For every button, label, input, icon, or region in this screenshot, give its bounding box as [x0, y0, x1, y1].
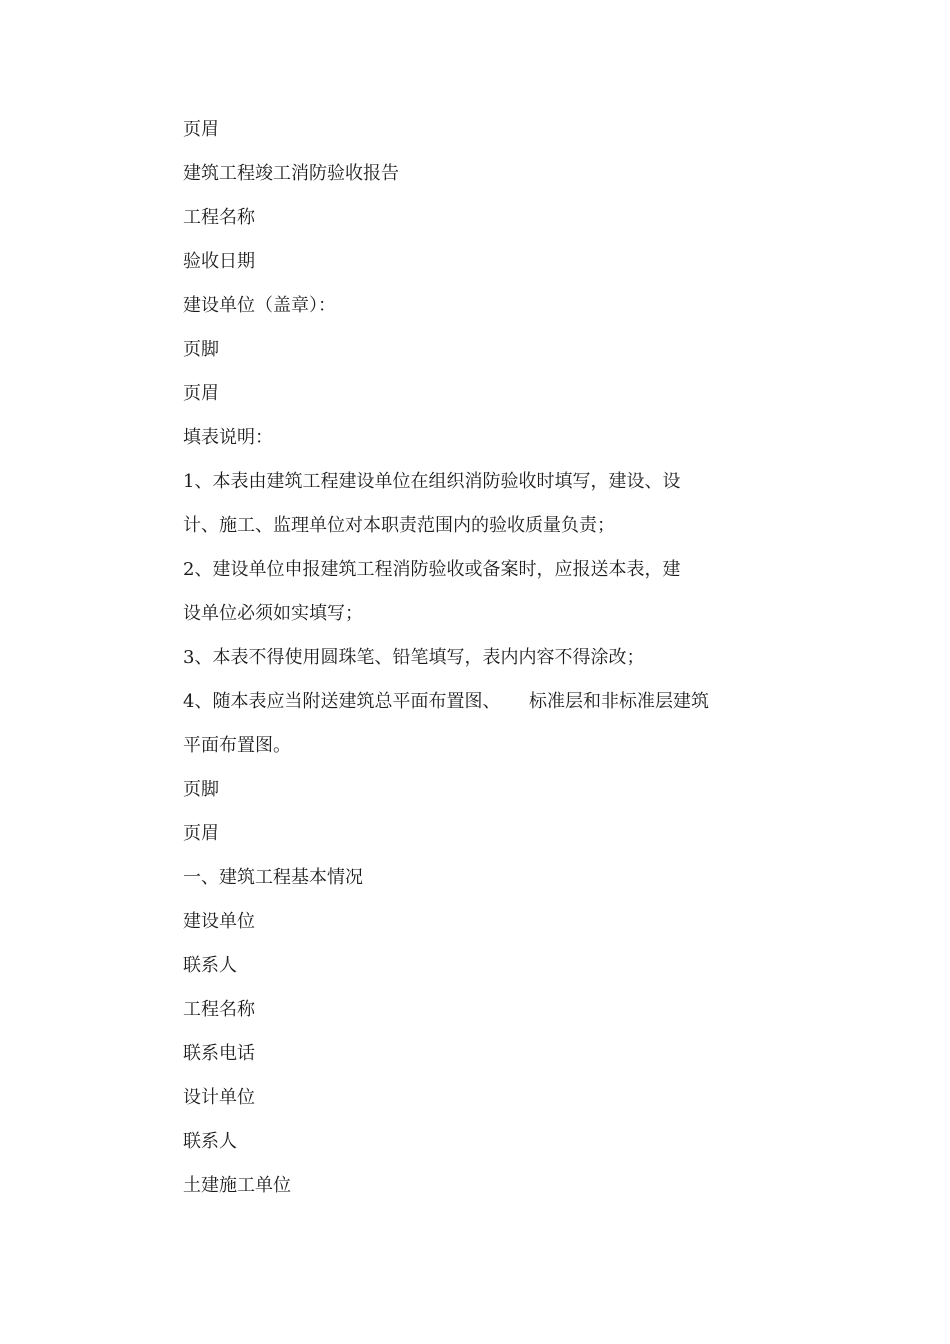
acceptance-date-label: 验收日期	[183, 251, 255, 272]
instruction-4-line-2: 平面布置图。	[183, 735, 291, 756]
footer-label: 页脚	[183, 339, 219, 360]
instruction-2-line-2: 设单位必须如实填写；	[183, 603, 363, 624]
construction-unit-label: 建设单位	[183, 911, 255, 932]
civil-construction-unit-label: 土建施工单位	[183, 1175, 291, 1196]
report-title: 建筑工程竣工消防验收报告	[183, 163, 399, 184]
project-name-label: 工程名称	[183, 999, 255, 1020]
construction-unit-seal-label: 建设单位（盖章）：	[183, 295, 336, 316]
header-label: 页眉	[183, 119, 219, 140]
instruction-1-line-2: 计、施工、监理单位对本职责范围内的验收质量负责；	[183, 515, 615, 536]
contact-person-label: 联系人	[183, 1131, 237, 1152]
project-name-label: 工程名称	[183, 207, 255, 228]
document-body	[183, 108, 783, 1208]
contact-phone-label: 联系电话	[183, 1043, 255, 1064]
instruction-2-line-1: 2、建设单位申报建筑工程消防验收或备案时，应报送本表，建	[183, 559, 681, 580]
contact-person-label: 联系人	[183, 955, 237, 976]
instructions-heading: 填表说明：	[183, 427, 273, 448]
instruction-4-line-1: 4、随本表应当附送建筑总平面布置图、 标准层和非标准层建筑	[183, 691, 710, 712]
design-unit-label: 设计单位	[183, 1087, 255, 1108]
instruction-3: 3、本表不得使用圆珠笔、铅笔填写，表内内容不得涂改；	[183, 647, 645, 668]
header-label: 页眉	[183, 823, 219, 844]
footer-label: 页脚	[183, 779, 219, 800]
section-1-heading: 一、建筑工程基本情况	[183, 867, 363, 888]
header-label: 页眉	[183, 383, 219, 404]
instruction-1-line-1: 1、本表由建筑工程建设单位在组织消防验收时填写，建设、设	[183, 471, 681, 492]
